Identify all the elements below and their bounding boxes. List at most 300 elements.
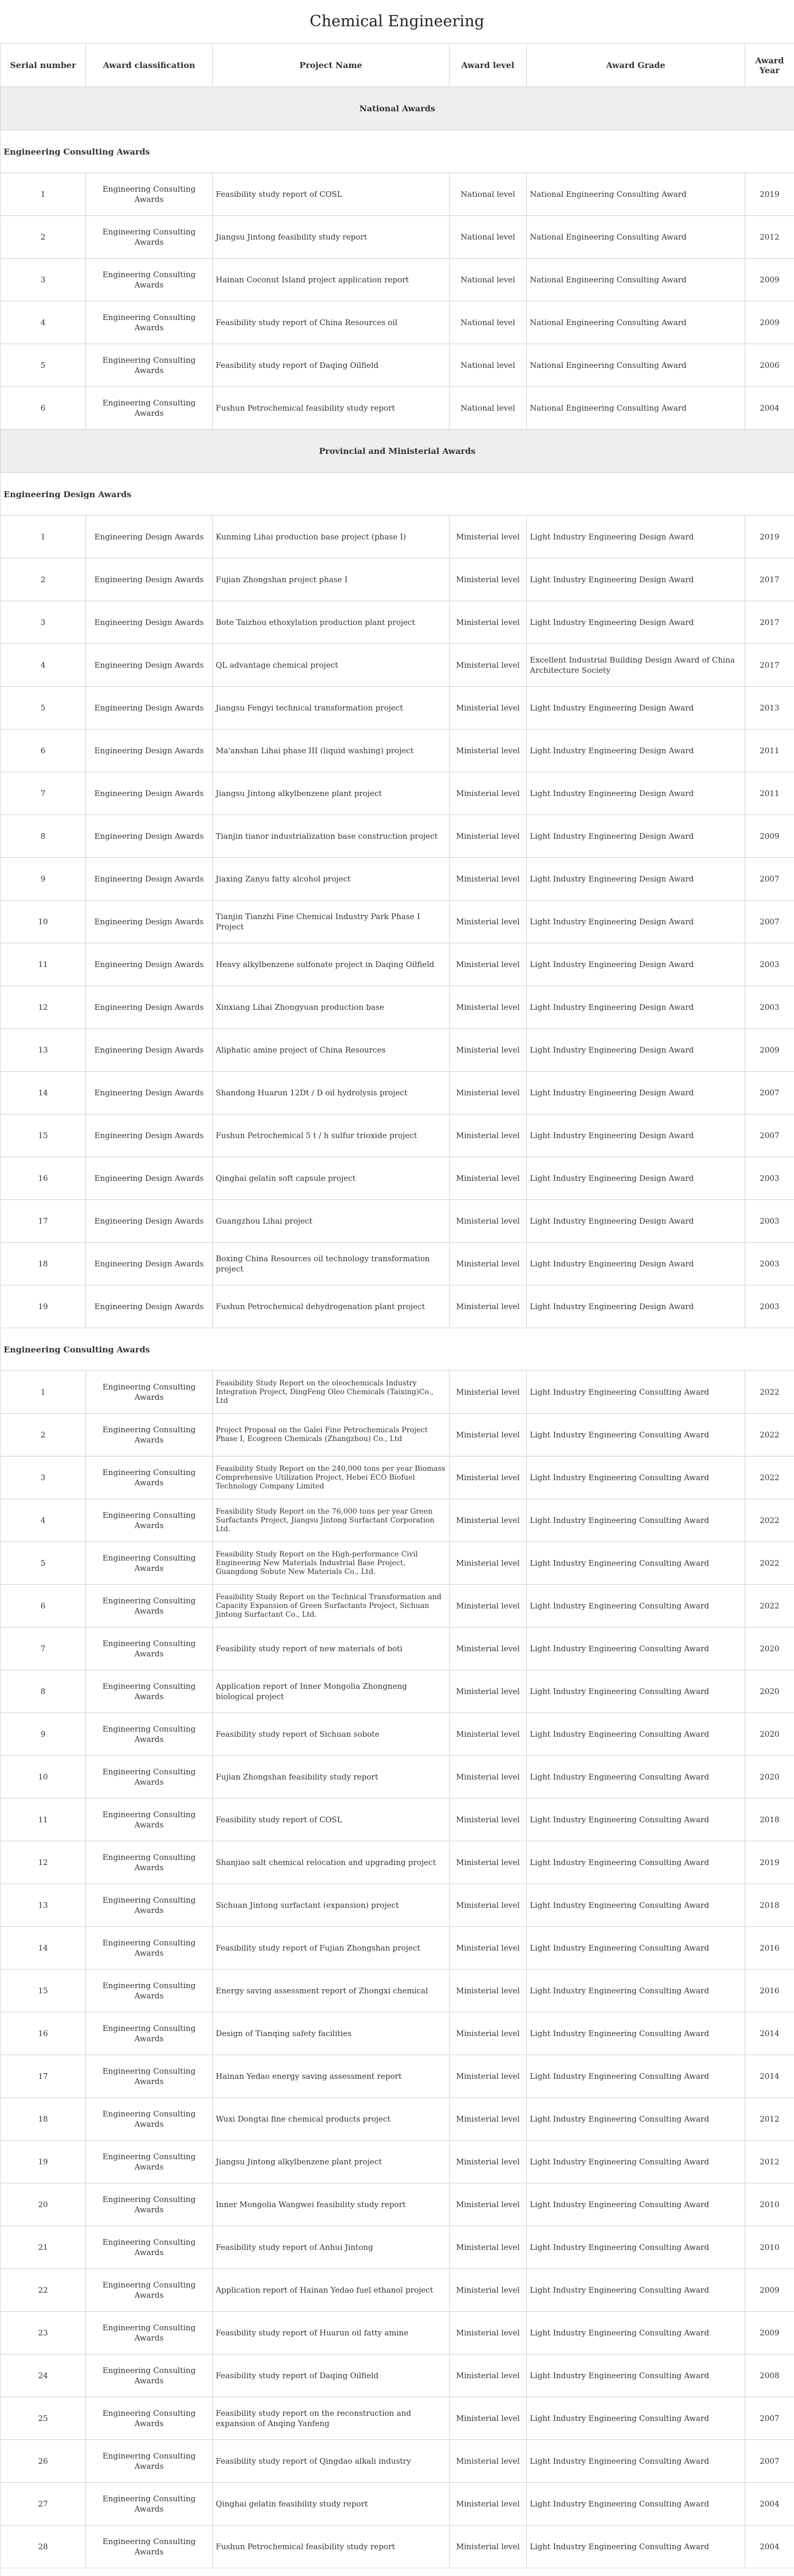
section-heading: National Awards — [1, 87, 794, 130]
award-year-cell: 2007 — [745, 2440, 794, 2483]
table-row — [1, 644, 794, 687]
serial-number-cell: 28 — [1, 2526, 86, 2568]
award-level-cell: Ministerial level — [450, 2483, 527, 2526]
award-classification-cell: Engineering Consulting Awards — [86, 2397, 213, 2440]
project-name-cell: Jiaxing Zanyu fatty alcohol project — [213, 858, 450, 901]
award-classification-cell: Engineering Design Awards — [86, 1029, 213, 1072]
serial-number-cell: 11 — [1, 943, 86, 986]
project-name-cell: Feasibility study report of China Resources oil — [213, 301, 450, 344]
award-grade-cell: Excellent Industrial Building Design Award of China Architecture Society — [527, 644, 745, 687]
table-row — [1, 2312, 794, 2354]
award-grade-cell: Light Industry Engineering Design Award — [527, 815, 745, 858]
table-row — [1, 2055, 794, 2098]
award-year-cell: 2009 — [745, 259, 794, 301]
award-classification-cell: Engineering Design Awards — [86, 772, 213, 815]
category-heading: Engineering Design Awards — [1, 473, 794, 516]
serial-number-cell: 14 — [1, 1927, 86, 1970]
award-grade-cell: Light Industry Engineering Design Award — [527, 730, 745, 772]
table-row — [1, 687, 794, 730]
award-year-cell: 2016 — [745, 1927, 794, 1970]
award-grade-cell: Light Industry Engineering Design Award — [527, 558, 745, 601]
project-name-cell: Energy saving assessment report of Zhongxi chemical — [213, 1970, 450, 2012]
section-heading-row — [1, 87, 794, 130]
award-grade-cell: Light Industry Engineering Design Award — [527, 1285, 745, 1328]
project-name-cell: Feasibility study report of COSL — [213, 1799, 450, 1841]
award-level-cell: Ministerial level — [450, 1628, 527, 1670]
award-grade-cell: Light Industry Engineering Design Award — [527, 1200, 745, 1243]
table-row — [1, 1243, 794, 1285]
award-classification-cell: Engineering Consulting Awards — [86, 1585, 213, 1628]
award-classification-cell: Engineering Design Awards — [86, 516, 213, 558]
serial-number-cell: 20 — [1, 2183, 86, 2226]
project-name-cell: Fushun Petrochemical feasibility study report — [213, 387, 450, 430]
project-name-cell: Fujian Zhongshan project phase I — [213, 558, 450, 601]
award-grade-cell: Light Industry Engineering Design Award — [527, 901, 745, 943]
award-year-cell: 2007 — [745, 901, 794, 943]
project-name-cell: Fushun Petrochemical feasibility study report — [213, 2526, 450, 2568]
serial-number-cell: 22 — [1, 2269, 86, 2312]
award-grade-cell: Light Industry Engineering Consulting Award — [527, 2526, 745, 2568]
category-heading-row — [1, 2568, 794, 2576]
serial-number-cell: 13 — [1, 1884, 86, 1927]
award-level-cell: Ministerial level — [450, 1414, 527, 1456]
award-year-cell: 2012 — [745, 216, 794, 259]
award-classification-cell: Engineering Design Awards — [86, 730, 213, 772]
serial-number-cell: 1 — [1, 516, 86, 558]
table-row — [1, 516, 794, 558]
award-grade-cell: Light Industry Engineering Consulting Award — [527, 1542, 745, 1585]
project-name-cell: Tianjin tianor industrialization base construction project — [213, 815, 450, 858]
award-classification-cell: Engineering Design Awards — [86, 901, 213, 943]
section-heading-row — [1, 430, 794, 473]
award-classification-cell: Engineering Design Awards — [86, 687, 213, 730]
serial-number-cell: 6 — [1, 730, 86, 772]
award-grade-cell: National Engineering Consulting Award — [527, 216, 745, 259]
award-level-cell: Ministerial level — [450, 1072, 527, 1114]
award-grade-cell: Light Industry Engineering Consulting Award — [527, 1628, 745, 1670]
award-level-cell: Ministerial level — [450, 2141, 527, 2183]
award-classification-cell: Engineering Consulting Awards — [86, 1628, 213, 1670]
table-row — [1, 1670, 794, 1713]
award-year-cell: 2009 — [745, 2269, 794, 2312]
table-row — [1, 1414, 794, 1456]
award-grade-cell: Light Industry Engineering Consulting Award — [527, 2397, 745, 2440]
award-level-cell: Ministerial level — [450, 1970, 527, 2012]
serial-number-cell: 5 — [1, 1542, 86, 1585]
award-classification-cell: Engineering Design Awards — [86, 815, 213, 858]
project-name-cell: Feasibility study report of Qingdao alkali industry — [213, 2440, 450, 2483]
table-row — [1, 216, 794, 259]
project-name-cell: Feasibility Study Report on the High-performance Civil Engineering New Materials Industrial Base Project, Guangdong Sobute New Materials Co., Ltd. — [213, 1542, 450, 1585]
award-grade-cell: Light Industry Engineering Consulting Award — [527, 1927, 745, 1970]
project-name-cell: Inner Mongolia Wangwei feasibility study report — [213, 2183, 450, 2226]
table-row — [1, 301, 794, 344]
award-level-cell: Ministerial level — [450, 1456, 527, 1499]
table-row — [1, 1799, 794, 1841]
award-grade-cell: Light Industry Engineering Consulting Award — [527, 2312, 745, 2354]
table-row — [1, 1542, 794, 1585]
table-row — [1, 1585, 794, 1628]
serial-number-cell: 4 — [1, 1499, 86, 1542]
award-classification-cell: Engineering Consulting Awards — [86, 1456, 213, 1499]
award-classification-cell: Engineering Consulting Awards — [86, 2269, 213, 2312]
table-row — [1, 2098, 794, 2141]
project-name-cell: Shandong Huarun 12Dt / D oil hydrolysis project — [213, 1072, 450, 1114]
award-grade-cell: Light Industry Engineering Consulting Award — [527, 1713, 745, 1756]
award-level-cell: Ministerial level — [450, 943, 527, 986]
award-grade-cell: Light Industry Engineering Consulting Award — [527, 2183, 745, 2226]
award-level-cell: Ministerial level — [450, 687, 527, 730]
project-name-cell: Feasibility study report of COSL — [213, 173, 450, 216]
serial-number-cell: 24 — [1, 2354, 86, 2397]
award-year-cell: 2003 — [745, 1243, 794, 1285]
award-grade-cell: Light Industry Engineering Consulting Award — [527, 2141, 745, 2183]
table-row — [1, 1841, 794, 1884]
serial-number-cell: 18 — [1, 2098, 86, 2141]
award-grade-cell: Light Industry Engineering Design Award — [527, 986, 745, 1029]
award-year-cell: 2003 — [745, 1285, 794, 1328]
award-grade-cell: Light Industry Engineering Consulting Award — [527, 2098, 745, 2141]
serial-number-cell: 5 — [1, 344, 86, 387]
project-name-cell: QL advantage chemical project — [213, 644, 450, 687]
award-classification-cell: Engineering Design Awards — [86, 644, 213, 687]
page-title: Chemical Engineering — [309, 12, 485, 30]
serial-number-cell: 3 — [1, 259, 86, 301]
project-name-cell: Tianjin Tianzhi Fine Chemical Industry Park Phase I Project — [213, 901, 450, 943]
header-award-grade: Award Grade — [527, 44, 745, 87]
award-level-cell: National level — [450, 259, 527, 301]
award-grade-cell: Light Industry Engineering Design Award — [527, 1243, 745, 1285]
award-year-cell: 2014 — [745, 2012, 794, 2055]
award-classification-cell: Engineering Consulting Awards — [86, 1884, 213, 1927]
award-grade-cell: Light Industry Engineering Design Award — [527, 516, 745, 558]
award-year-cell: 2009 — [745, 1029, 794, 1072]
table-row — [1, 2526, 794, 2568]
award-year-cell: 2003 — [745, 1200, 794, 1243]
award-year-cell: 2018 — [745, 1884, 794, 1927]
award-level-cell: Ministerial level — [450, 2269, 527, 2312]
award-grade-cell: National Engineering Consulting Award — [527, 173, 745, 216]
table-row — [1, 1628, 794, 1670]
award-grade-cell: Light Industry Engineering Consulting Award — [527, 1884, 745, 1927]
serial-number-cell: 25 — [1, 2397, 86, 2440]
award-classification-cell: Engineering Consulting Awards — [86, 1670, 213, 1713]
award-level-cell: Ministerial level — [450, 2183, 527, 2226]
award-classification-cell: Engineering Consulting Awards — [86, 387, 213, 430]
project-name-cell: Aliphatic amine project of China Resources — [213, 1029, 450, 1072]
serial-number-cell: 7 — [1, 1628, 86, 1670]
serial-number-cell: 26 — [1, 2440, 86, 2483]
serial-number-cell: 23 — [1, 2312, 86, 2354]
serial-number-cell: 12 — [1, 986, 86, 1029]
project-name-cell: Feasibility study report on the reconstruction and expansion of Anqing Yanfeng — [213, 2397, 450, 2440]
award-classification-cell: Engineering Consulting Awards — [86, 2354, 213, 2397]
award-classification-cell: Engineering Consulting Awards — [86, 1799, 213, 1841]
award-level-cell: Ministerial level — [450, 1499, 527, 1542]
award-grade-cell: National Engineering Consulting Award — [527, 301, 745, 344]
table-row — [1, 387, 794, 430]
table-row — [1, 2226, 794, 2269]
award-level-cell: Ministerial level — [450, 730, 527, 772]
award-year-cell: 2003 — [745, 943, 794, 986]
category-heading — [1, 2568, 794, 2576]
award-year-cell: 2019 — [745, 173, 794, 216]
award-grade-cell: Light Industry Engineering Consulting Award — [527, 2440, 745, 2483]
table-row — [1, 601, 794, 644]
award-classification-cell: Engineering Design Awards — [86, 1285, 213, 1328]
serial-number-cell: 5 — [1, 687, 86, 730]
project-name-cell: Qinghai gelatin soft capsule project — [213, 1157, 450, 1200]
serial-number-cell: 2 — [1, 216, 86, 259]
award-level-cell: National level — [450, 216, 527, 259]
award-level-cell: Ministerial level — [450, 558, 527, 601]
award-level-cell: Ministerial level — [450, 1285, 527, 1328]
award-year-cell: 2022 — [745, 1542, 794, 1585]
table-row — [1, 1970, 794, 2012]
award-year-cell: 2006 — [745, 344, 794, 387]
table-row — [1, 2397, 794, 2440]
award-year-cell: 2009 — [745, 2312, 794, 2354]
award-classification-cell: Engineering Consulting Awards — [86, 2141, 213, 2183]
project-name-cell: Jiangsu Jintong alkylbenzene plant project — [213, 772, 450, 815]
award-grade-cell: Light Industry Engineering Consulting Award — [527, 1970, 745, 2012]
award-grade-cell: Light Industry Engineering Consulting Award — [527, 2012, 745, 2055]
project-name-cell: Wuxi Dongtai fine chemical products project — [213, 2098, 450, 2141]
award-year-cell: 2017 — [745, 601, 794, 644]
award-year-cell: 2013 — [745, 687, 794, 730]
project-name-cell: Feasibility Study Report on the oleochemicals Industry Integration Project, DingFeng Oleo Chemicals (Taixing)Co., Ltd — [213, 1371, 450, 1414]
award-grade-cell: Light Industry Engineering Consulting Award — [527, 1456, 745, 1499]
award-grade-cell: Light Industry Engineering Consulting Award — [527, 1841, 745, 1884]
project-name-cell: Fushun Petrochemical 5 t / h sulfur trioxide project — [213, 1114, 450, 1157]
award-level-cell: Ministerial level — [450, 601, 527, 644]
award-grade-cell: Light Industry Engineering Design Award — [527, 1072, 745, 1114]
project-name-cell: Heavy alkylbenzene sulfonate project in Daqing Oilfield — [213, 943, 450, 986]
project-name-cell: Feasibility study report of Sichuan sobote — [213, 1713, 450, 1756]
category-heading: Engineering Consulting Awards — [1, 1328, 794, 1371]
serial-number-cell: 6 — [1, 1585, 86, 1628]
award-grade-cell: Light Industry Engineering Design Award — [527, 1157, 745, 1200]
award-classification-cell: Engineering Consulting Awards — [86, 2526, 213, 2568]
award-level-cell: Ministerial level — [450, 1029, 527, 1072]
serial-number-cell: 17 — [1, 2055, 86, 2098]
award-level-cell: Ministerial level — [450, 1670, 527, 1713]
award-year-cell: 2020 — [745, 1628, 794, 1670]
award-classification-cell: Engineering Consulting Awards — [86, 1970, 213, 2012]
award-year-cell: 2022 — [745, 1499, 794, 1542]
award-year-cell: 2014 — [745, 2055, 794, 2098]
header-serial-number: Serial number — [1, 44, 86, 87]
award-classification-cell: Engineering Consulting Awards — [86, 344, 213, 387]
serial-number-cell: 1 — [1, 1371, 86, 1414]
category-heading: Engineering Consulting Awards — [1, 130, 794, 173]
serial-number-cell: 1 — [1, 173, 86, 216]
award-classification-cell: Engineering Consulting Awards — [86, 1841, 213, 1884]
award-classification-cell: Engineering Design Awards — [86, 1200, 213, 1243]
project-name-cell: Fujian Zhongshan feasibility study report — [213, 1756, 450, 1799]
table-row — [1, 1713, 794, 1756]
award-year-cell: 2009 — [745, 815, 794, 858]
project-name-cell: Jiangsu Fengyi technical transformation project — [213, 687, 450, 730]
header-award-classification: Award classification — [86, 44, 213, 87]
header-project-name: Project Name — [213, 44, 450, 87]
table-row — [1, 2141, 794, 2183]
award-grade-cell: Light Industry Engineering Consulting Award — [527, 1371, 745, 1414]
project-name-cell: Qinghai gelatin feasibility study report — [213, 2483, 450, 2526]
table-row — [1, 1114, 794, 1157]
award-grade-cell: Light Industry Engineering Design Award — [527, 858, 745, 901]
award-level-cell: Ministerial level — [450, 2055, 527, 2098]
award-grade-cell: Light Industry Engineering Design Award — [527, 687, 745, 730]
award-level-cell: Ministerial level — [450, 2397, 527, 2440]
project-name-cell: Xinxiang Lihai Zhongyuan production base — [213, 986, 450, 1029]
serial-number-cell: 10 — [1, 901, 86, 943]
award-level-cell: Ministerial level — [450, 1200, 527, 1243]
award-grade-cell: Light Industry Engineering Consulting Award — [527, 1499, 745, 1542]
award-year-cell: 2017 — [745, 558, 794, 601]
table-row — [1, 901, 794, 943]
award-classification-cell: Engineering Design Awards — [86, 1114, 213, 1157]
serial-number-cell: 13 — [1, 1029, 86, 1072]
table-row — [1, 772, 794, 815]
award-classification-cell: Engineering Consulting Awards — [86, 259, 213, 301]
award-year-cell: 2016 — [745, 1970, 794, 2012]
table-row — [1, 1927, 794, 1970]
project-name-cell: Hainan Coconut Island project application report — [213, 259, 450, 301]
award-level-cell: Ministerial level — [450, 1585, 527, 1628]
award-level-cell: Ministerial level — [450, 2354, 527, 2397]
project-name-cell: Kunming Lihai production base project (phase I) — [213, 516, 450, 558]
award-grade-cell: Light Industry Engineering Consulting Award — [527, 1414, 745, 1456]
header-award-level: Award level — [450, 44, 527, 87]
project-name-cell: Fushun Petrochemical dehydrogenation plant project — [213, 1285, 450, 1328]
award-year-cell: 2022 — [745, 1371, 794, 1414]
serial-number-cell: 7 — [1, 772, 86, 815]
award-year-cell: 2022 — [745, 1585, 794, 1628]
award-year-cell: 2019 — [745, 516, 794, 558]
table-row — [1, 2354, 794, 2397]
award-level-cell: Ministerial level — [450, 858, 527, 901]
award-grade-cell: National Engineering Consulting Award — [527, 259, 745, 301]
award-classification-cell: Engineering Consulting Awards — [86, 1499, 213, 1542]
table-row — [1, 1499, 794, 1542]
award-classification-cell: Engineering Design Awards — [86, 558, 213, 601]
table-row — [1, 986, 794, 1029]
award-level-cell: Ministerial level — [450, 1114, 527, 1157]
serial-number-cell: 9 — [1, 858, 86, 901]
award-level-cell: Ministerial level — [450, 644, 527, 687]
award-grade-cell: Light Industry Engineering Consulting Award — [527, 2055, 745, 2098]
project-name-cell: Jiangsu Jintong feasibility study report — [213, 216, 450, 259]
project-name-cell: Hainan Yedao energy saving assessment report — [213, 2055, 450, 2098]
award-year-cell: 2020 — [745, 1756, 794, 1799]
project-name-cell: Shanjiao salt chemical relocation and upgrading project — [213, 1841, 450, 1884]
award-classification-cell: Engineering Consulting Awards — [86, 2012, 213, 2055]
serial-number-cell: 17 — [1, 1200, 86, 1243]
table-row — [1, 1285, 794, 1328]
project-name-cell: Application report of Inner Mongolia Zhongneng biological project — [213, 1670, 450, 1713]
project-name-cell: Feasibility study report of new materials of boti — [213, 1628, 450, 1670]
project-name-cell: Feasibility study report of Fujian Zhongshan project — [213, 1927, 450, 1970]
serial-number-cell: 4 — [1, 644, 86, 687]
award-classification-cell: Engineering Design Awards — [86, 858, 213, 901]
award-level-cell: National level — [450, 344, 527, 387]
award-classification-cell: Engineering Consulting Awards — [86, 2098, 213, 2141]
table-row — [1, 1157, 794, 1200]
award-level-cell: Ministerial level — [450, 1157, 527, 1200]
table-row — [1, 1884, 794, 1927]
award-grade-cell: Light Industry Engineering Design Award — [527, 943, 745, 986]
award-year-cell: 2010 — [745, 2226, 794, 2269]
award-classification-cell: Engineering Design Awards — [86, 1072, 213, 1114]
table-row — [1, 173, 794, 216]
award-level-cell: National level — [450, 301, 527, 344]
award-level-cell: Ministerial level — [450, 1884, 527, 1927]
award-classification-cell: Engineering Consulting Awards — [86, 2483, 213, 2526]
award-year-cell: 2012 — [745, 2141, 794, 2183]
award-classification-cell: Engineering Consulting Awards — [86, 1927, 213, 1970]
project-name-cell: Application report of Hainan Yedao fuel ethanol project — [213, 2269, 450, 2312]
table-row — [1, 1072, 794, 1114]
award-classification-cell: Engineering Consulting Awards — [86, 2226, 213, 2269]
award-grade-cell: Light Industry Engineering Consulting Award — [527, 1799, 745, 1841]
award-level-cell: Ministerial level — [450, 2312, 527, 2354]
award-year-cell: 2010 — [745, 2183, 794, 2226]
serial-number-cell: 19 — [1, 2141, 86, 2183]
table-row — [1, 2269, 794, 2312]
award-classification-cell: Engineering Consulting Awards — [86, 1414, 213, 1456]
serial-number-cell: 3 — [1, 601, 86, 644]
award-year-cell: 2011 — [745, 772, 794, 815]
table-row — [1, 858, 794, 901]
award-level-cell: Ministerial level — [450, 1799, 527, 1841]
project-name-cell: Feasibility Study Report on the 76,000 tons per year Green Surfactants Project, Jiangsu Jintong Surfactant Corporation Ltd. — [213, 1499, 450, 1542]
award-grade-cell: Light Industry Engineering Consulting Award — [527, 2226, 745, 2269]
award-level-cell: Ministerial level — [450, 1841, 527, 1884]
project-name-cell: Boxing China Resources oil technology transformation project — [213, 1243, 450, 1285]
award-year-cell: 2004 — [745, 2526, 794, 2568]
table-row — [1, 943, 794, 986]
table-row — [1, 344, 794, 387]
table-row — [1, 1756, 794, 1799]
project-name-cell: Design of Tianqing safety facilities — [213, 2012, 450, 2055]
award-classification-cell: Engineering Design Awards — [86, 1243, 213, 1285]
award-classification-cell: Engineering Consulting Awards — [86, 173, 213, 216]
award-level-cell: Ministerial level — [450, 516, 527, 558]
award-level-cell: Ministerial level — [450, 772, 527, 815]
award-grade-cell: National Engineering Consulting Award — [527, 387, 745, 430]
award-year-cell: 2018 — [745, 1799, 794, 1841]
serial-number-cell: 8 — [1, 1670, 86, 1713]
category-heading-row — [1, 1328, 794, 1371]
serial-number-cell: 4 — [1, 301, 86, 344]
table-row — [1, 558, 794, 601]
award-year-cell: 2004 — [745, 2483, 794, 2526]
award-classification-cell: Engineering Consulting Awards — [86, 2312, 213, 2354]
award-grade-cell: Light Industry Engineering Design Award — [527, 772, 745, 815]
serial-number-cell: 18 — [1, 1243, 86, 1285]
project-name-cell: Sichuan Jintong surfactant (expansion) project — [213, 1884, 450, 1927]
award-level-cell: Ministerial level — [450, 1713, 527, 1756]
table-row — [1, 2183, 794, 2226]
serial-number-cell: 2 — [1, 1414, 86, 1456]
serial-number-cell: 16 — [1, 2012, 86, 2055]
project-name-cell: Feasibility Study Report on the 240,000 tons per year Biomass Comprehensive Utilization Project, Hebei ECO Biofuel Technology Company Limited — [213, 1456, 450, 1499]
awards-table — [0, 43, 794, 2576]
award-year-cell: 2007 — [745, 858, 794, 901]
award-grade-cell: Light Industry Engineering Design Award — [527, 1114, 745, 1157]
award-level-cell: Ministerial level — [450, 901, 527, 943]
